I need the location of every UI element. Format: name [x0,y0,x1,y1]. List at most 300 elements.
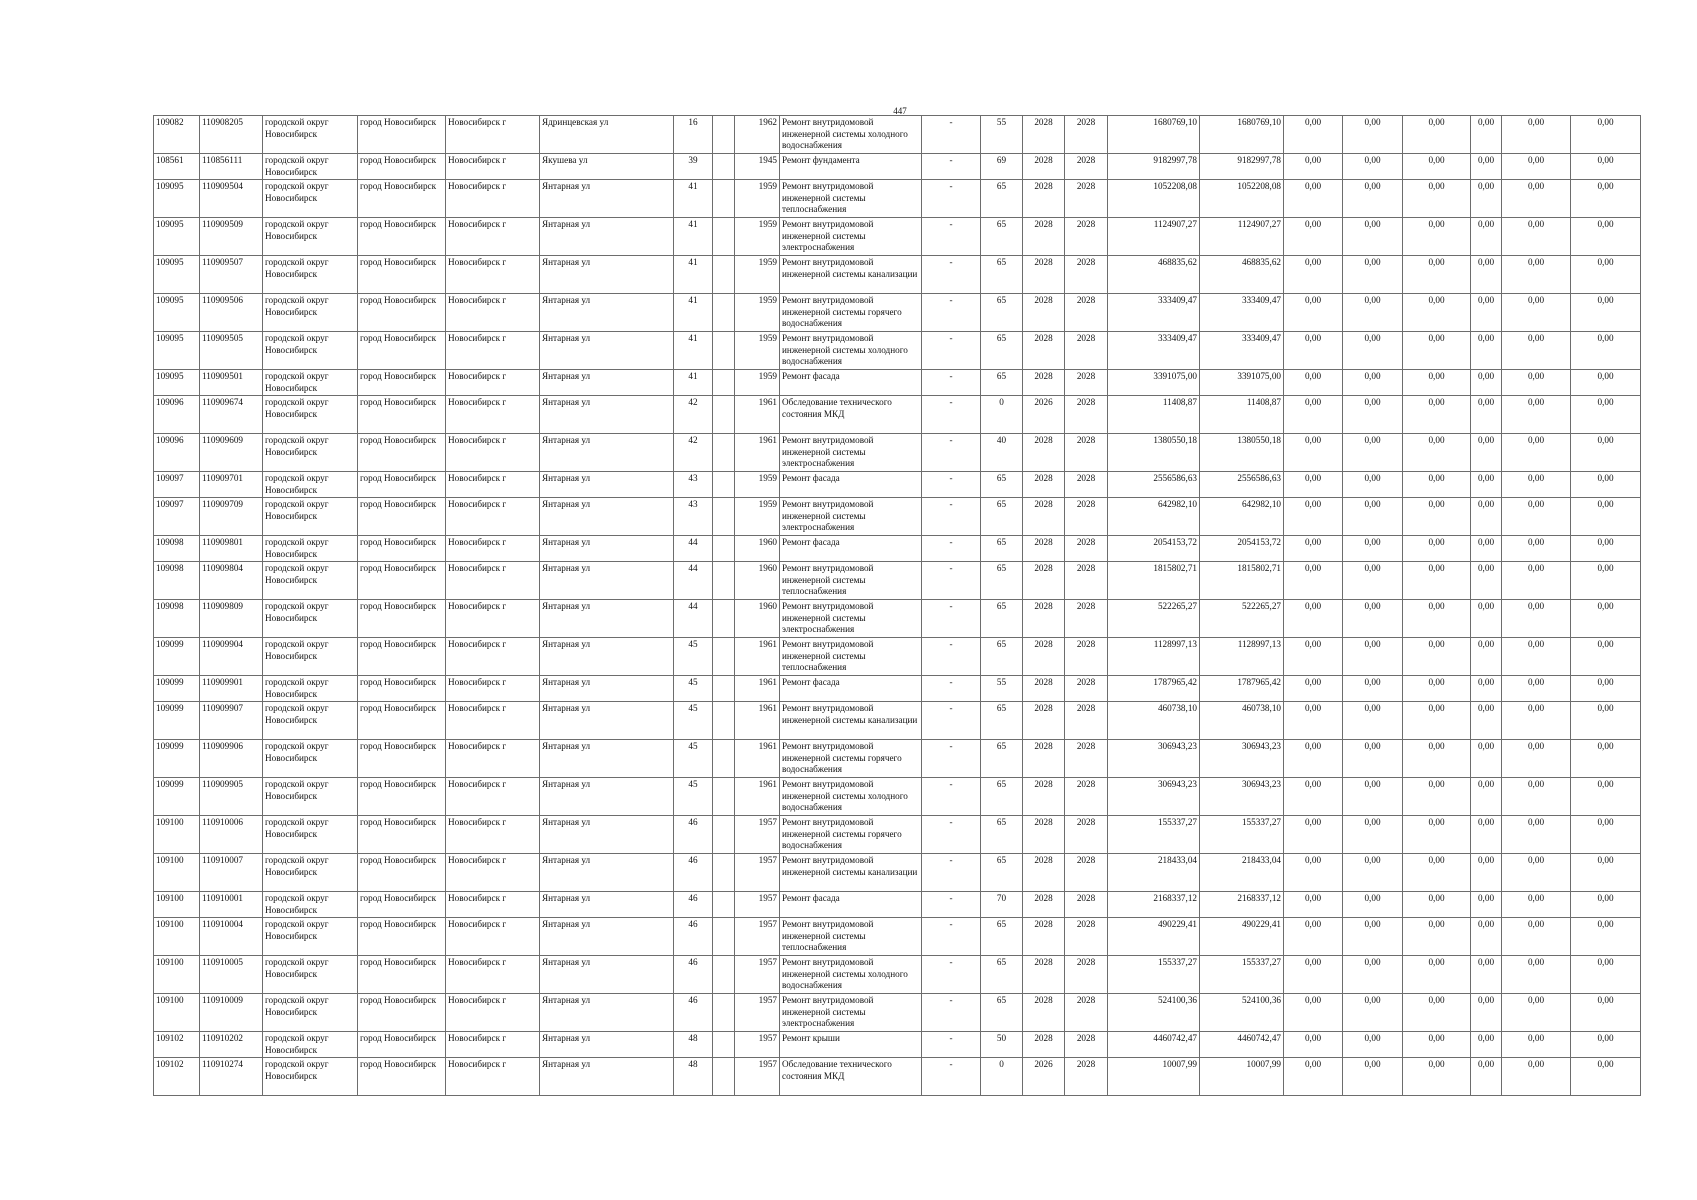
funding-1-cell: 0,00 [1284,294,1343,332]
row-id-cell: 109095 [154,294,200,332]
funding-3-cell: 0,00 [1403,218,1471,256]
funding-2-cell: 0,00 [1343,740,1403,778]
locality-cell: Новосибирск г [446,434,540,472]
total-cost-cell: 2054153,72 [1108,536,1200,562]
locality-cell: Новосибирск г [446,116,540,154]
city-cell: город Новосибирск [358,638,446,676]
object-code-cell: 110910274 [200,1058,263,1096]
fund-cost-cell: 306943,23 [1200,740,1284,778]
funding-4-cell: 0,00 [1471,816,1502,854]
fund-cost-cell: 522265,27 [1200,600,1284,638]
row-id-cell: 109097 [154,472,200,498]
locality-cell: Новосибирск г [446,956,540,994]
funding-5-cell: 0,00 [1502,816,1571,854]
house-number-cell: 45 [674,638,713,676]
funding-2-cell: 0,00 [1343,854,1403,892]
funding-6-cell: 0,00 [1571,434,1641,472]
build-year-cell: 1959 [735,498,780,536]
street-cell: Янтарная ул [540,1032,674,1058]
work-type-cell: Ремонт внутридомовой инженерной системы холодного водоснабжения [780,956,922,994]
district-cell: городской округ Новосибирск [263,498,358,536]
fund-cost-cell: 218433,04 [1200,854,1284,892]
funding-2-cell: 0,00 [1343,180,1403,218]
wear-percent-cell: 65 [981,536,1023,562]
object-code-cell: 110908205 [200,116,263,154]
work-type-cell: Ремонт внутридомовой инженерной системы теплоснабжения [780,918,922,956]
wear-percent-cell: 65 [981,332,1023,370]
funding-4-cell: 0,00 [1471,332,1502,370]
work-type-cell: Ремонт внутридомовой инженерной системы канализации [780,854,922,892]
object-code-cell: 110909501 [200,370,263,396]
district-cell: городской округ Новосибирск [263,740,358,778]
end-year-cell: 2028 [1065,918,1108,956]
wear-percent-cell: 65 [981,498,1023,536]
funding-3-cell: 0,00 [1403,918,1471,956]
total-cost-cell: 1680769,10 [1108,116,1200,154]
table-row [154,778,1641,816]
funding-1-cell: 0,00 [1284,472,1343,498]
build-year-cell: 1959 [735,294,780,332]
city-cell: город Новосибирск [358,1058,446,1096]
funding-2-cell: 0,00 [1343,396,1403,434]
funding-3-cell: 0,00 [1403,562,1471,600]
work-type-cell: Ремонт внутридомовой инженерной системы горячего водоснабжения [780,294,922,332]
total-cost-cell: 11408,87 [1108,396,1200,434]
funding-3-cell: 0,00 [1403,778,1471,816]
dash-cell: - [922,892,981,918]
funding-1-cell: 0,00 [1284,256,1343,294]
street-cell: Янтарная ул [540,854,674,892]
wear-percent-cell: 50 [981,1032,1023,1058]
plan-year-cell: 2028 [1023,854,1065,892]
district-cell: городской округ Новосибирск [263,702,358,740]
funding-6-cell: 0,00 [1571,600,1641,638]
street-cell: Янтарная ул [540,778,674,816]
object-code-cell: 110909505 [200,332,263,370]
funding-1-cell: 0,00 [1284,702,1343,740]
street-cell: Янтарная ул [540,816,674,854]
plan-year-cell: 2026 [1023,396,1065,434]
table-row [154,434,1641,472]
build-year-cell: 1957 [735,816,780,854]
building-cell [713,600,735,638]
funding-3-cell: 0,00 [1403,892,1471,918]
plan-year-cell: 2028 [1023,434,1065,472]
funding-5-cell: 0,00 [1502,740,1571,778]
table-row [154,218,1641,256]
funding-3-cell: 0,00 [1403,600,1471,638]
plan-year-cell: 2028 [1023,956,1065,994]
plan-year-cell: 2028 [1023,600,1065,638]
row-id-cell: 109098 [154,536,200,562]
street-cell: Янтарная ул [540,1058,674,1096]
house-number-cell: 44 [674,536,713,562]
funding-3-cell: 0,00 [1403,332,1471,370]
build-year-cell: 1957 [735,994,780,1032]
total-cost-cell: 2168337,12 [1108,892,1200,918]
fund-cost-cell: 642982,10 [1200,498,1284,536]
funding-3-cell: 0,00 [1403,956,1471,994]
row-id-cell: 109082 [154,116,200,154]
funding-4-cell: 0,00 [1471,1058,1502,1096]
building-cell [713,918,735,956]
end-year-cell: 2028 [1065,116,1108,154]
house-number-cell: 39 [674,154,713,180]
build-year-cell: 1961 [735,676,780,702]
funding-1-cell: 0,00 [1284,434,1343,472]
dash-cell: - [922,956,981,994]
plan-year-cell: 2028 [1023,180,1065,218]
funding-3-cell: 0,00 [1403,740,1471,778]
city-cell: город Новосибирск [358,956,446,994]
work-type-cell: Ремонт внутридомовой инженерной системы холодного водоснабжения [780,116,922,154]
row-id-cell: 109100 [154,994,200,1032]
house-number-cell: 44 [674,600,713,638]
district-cell: городской округ Новосибирск [263,816,358,854]
house-number-cell: 46 [674,892,713,918]
object-code-cell: 110909709 [200,498,263,536]
funding-6-cell: 0,00 [1571,154,1641,180]
build-year-cell: 1957 [735,918,780,956]
funding-6-cell: 0,00 [1571,218,1641,256]
dash-cell: - [922,638,981,676]
end-year-cell: 2028 [1065,294,1108,332]
plan-year-cell: 2028 [1023,370,1065,396]
plan-year-cell: 2028 [1023,918,1065,956]
work-type-cell: Ремонт фасада [780,472,922,498]
house-number-cell: 45 [674,778,713,816]
object-code-cell: 110909905 [200,778,263,816]
end-year-cell: 2028 [1065,740,1108,778]
locality-cell: Новосибирск г [446,638,540,676]
build-year-cell: 1960 [735,536,780,562]
locality-cell: Новосибирск г [446,600,540,638]
table-row [154,676,1641,702]
table-row [154,918,1641,956]
locality-cell: Новосибирск г [446,1032,540,1058]
plan-year-cell: 2028 [1023,116,1065,154]
total-cost-cell: 1380550,18 [1108,434,1200,472]
funding-1-cell: 0,00 [1284,994,1343,1032]
row-id-cell: 109099 [154,778,200,816]
street-cell: Янтарная ул [540,638,674,676]
fund-cost-cell: 3391075,00 [1200,370,1284,396]
wear-percent-cell: 40 [981,434,1023,472]
city-cell: город Новосибирск [358,116,446,154]
dash-cell: - [922,702,981,740]
district-cell: городской округ Новосибирск [263,892,358,918]
building-cell [713,154,735,180]
house-number-cell: 45 [674,702,713,740]
funding-3-cell: 0,00 [1403,396,1471,434]
funding-2-cell: 0,00 [1343,116,1403,154]
build-year-cell: 1957 [735,892,780,918]
city-cell: город Новосибирск [358,600,446,638]
funding-4-cell: 0,00 [1471,892,1502,918]
object-code-cell: 110910004 [200,918,263,956]
house-number-cell: 43 [674,498,713,536]
work-type-cell: Обследование технического состояния МКД [780,1058,922,1096]
end-year-cell: 2028 [1065,638,1108,676]
funding-5-cell: 0,00 [1502,1058,1571,1096]
funding-6-cell: 0,00 [1571,256,1641,294]
funding-3-cell: 0,00 [1403,472,1471,498]
row-id-cell: 109098 [154,600,200,638]
funding-2-cell: 0,00 [1343,434,1403,472]
funding-2-cell: 0,00 [1343,956,1403,994]
district-cell: городской округ Новосибирск [263,256,358,294]
work-type-cell: Ремонт внутридомовой инженерной системы электроснабжения [780,600,922,638]
street-cell: Янтарная ул [540,994,674,1032]
build-year-cell: 1961 [735,638,780,676]
object-code-cell: 110909907 [200,702,263,740]
funding-1-cell: 0,00 [1284,562,1343,600]
locality-cell: Новосибирск г [446,562,540,600]
plan-year-cell: 2028 [1023,638,1065,676]
table-row [154,256,1641,294]
locality-cell: Новосибирск г [446,676,540,702]
district-cell: городской округ Новосибирск [263,180,358,218]
build-year-cell: 1960 [735,600,780,638]
build-year-cell: 1961 [735,702,780,740]
city-cell: город Новосибирск [358,396,446,434]
work-type-cell: Ремонт внутридомовой инженерной системы электроснабжения [780,218,922,256]
house-number-cell: 46 [674,816,713,854]
build-year-cell: 1961 [735,396,780,434]
funding-2-cell: 0,00 [1343,1032,1403,1058]
table-row [154,854,1641,892]
funding-4-cell: 0,00 [1471,294,1502,332]
funding-1-cell: 0,00 [1284,536,1343,562]
street-cell: Янтарная ул [540,498,674,536]
fund-cost-cell: 2054153,72 [1200,536,1284,562]
street-cell: Янтарная ул [540,370,674,396]
funding-6-cell: 0,00 [1571,370,1641,396]
fund-cost-cell: 524100,36 [1200,994,1284,1032]
wear-percent-cell: 65 [981,854,1023,892]
end-year-cell: 2028 [1065,1058,1108,1096]
funding-2-cell: 0,00 [1343,676,1403,702]
funding-4-cell: 0,00 [1471,370,1502,396]
dash-cell: - [922,854,981,892]
house-number-cell: 46 [674,918,713,956]
funding-6-cell: 0,00 [1571,332,1641,370]
house-number-cell: 42 [674,434,713,472]
funding-3-cell: 0,00 [1403,154,1471,180]
row-id-cell: 109102 [154,1058,200,1096]
object-code-cell: 110910007 [200,854,263,892]
funding-2-cell: 0,00 [1343,218,1403,256]
funding-3-cell: 0,00 [1403,676,1471,702]
funding-6-cell: 0,00 [1571,854,1641,892]
building-cell [713,218,735,256]
end-year-cell: 2028 [1065,816,1108,854]
funding-4-cell: 0,00 [1471,638,1502,676]
city-cell: город Новосибирск [358,778,446,816]
build-year-cell: 1959 [735,332,780,370]
locality-cell: Новосибирск г [446,1058,540,1096]
building-cell [713,1058,735,1096]
funding-6-cell: 0,00 [1571,294,1641,332]
object-code-cell: 110910202 [200,1032,263,1058]
end-year-cell: 2028 [1065,370,1108,396]
funding-6-cell: 0,00 [1571,676,1641,702]
building-cell [713,180,735,218]
funding-6-cell: 0,00 [1571,180,1641,218]
house-number-cell: 16 [674,116,713,154]
fund-cost-cell: 1380550,18 [1200,434,1284,472]
table-row [154,370,1641,396]
street-cell: Янтарная ул [540,256,674,294]
funding-6-cell: 0,00 [1571,956,1641,994]
funding-5-cell: 0,00 [1502,434,1571,472]
funding-4-cell: 0,00 [1471,256,1502,294]
fund-cost-cell: 490229,41 [1200,918,1284,956]
funding-2-cell: 0,00 [1343,498,1403,536]
end-year-cell: 2028 [1065,600,1108,638]
funding-2-cell: 0,00 [1343,1058,1403,1096]
building-cell [713,854,735,892]
funding-5-cell: 0,00 [1502,676,1571,702]
building-cell [713,536,735,562]
building-cell [713,1032,735,1058]
locality-cell: Новосибирск г [446,918,540,956]
wear-percent-cell: 65 [981,562,1023,600]
funding-1-cell: 0,00 [1284,370,1343,396]
end-year-cell: 2028 [1065,154,1108,180]
funding-2-cell: 0,00 [1343,600,1403,638]
district-cell: городской округ Новосибирск [263,434,358,472]
funding-4-cell: 0,00 [1471,154,1502,180]
funding-1-cell: 0,00 [1284,892,1343,918]
district-cell: городской округ Новосибирск [263,994,358,1032]
street-cell: Янтарная ул [540,434,674,472]
funding-3-cell: 0,00 [1403,1058,1471,1096]
total-cost-cell: 1815802,71 [1108,562,1200,600]
total-cost-cell: 333409,47 [1108,294,1200,332]
wear-percent-cell: 55 [981,676,1023,702]
funding-5-cell: 0,00 [1502,218,1571,256]
funding-6-cell: 0,00 [1571,892,1641,918]
object-code-cell: 110909509 [200,218,263,256]
build-year-cell: 1959 [735,256,780,294]
funding-4-cell: 0,00 [1471,676,1502,702]
funding-5-cell: 0,00 [1502,600,1571,638]
fund-cost-cell: 2556586,63 [1200,472,1284,498]
house-number-cell: 46 [674,994,713,1032]
row-id-cell: 109095 [154,256,200,294]
locality-cell: Новосибирск г [446,332,540,370]
fund-cost-cell: 155337,27 [1200,956,1284,994]
fund-cost-cell: 1680769,10 [1200,116,1284,154]
page-number: 447 [893,106,907,116]
funding-1-cell: 0,00 [1284,332,1343,370]
building-cell [713,562,735,600]
work-type-cell: Ремонт внутридомовой инженерной системы горячего водоснабжения [780,816,922,854]
build-year-cell: 1957 [735,1058,780,1096]
house-number-cell: 44 [674,562,713,600]
end-year-cell: 2028 [1065,434,1108,472]
building-cell [713,370,735,396]
work-type-cell: Ремонт фундамента [780,154,922,180]
wear-percent-cell: 65 [981,218,1023,256]
street-cell: Янтарная ул [540,676,674,702]
dash-cell: - [922,294,981,332]
total-cost-cell: 1128997,13 [1108,638,1200,676]
funding-4-cell: 0,00 [1471,434,1502,472]
dash-cell: - [922,778,981,816]
plan-year-cell: 2028 [1023,332,1065,370]
funding-1-cell: 0,00 [1284,918,1343,956]
funding-5-cell: 0,00 [1502,154,1571,180]
city-cell: город Новосибирск [358,702,446,740]
building-cell [713,396,735,434]
funding-5-cell: 0,00 [1502,472,1571,498]
dash-cell: - [922,562,981,600]
total-cost-cell: 460738,10 [1108,702,1200,740]
funding-4-cell: 0,00 [1471,218,1502,256]
table-row [154,472,1641,498]
locality-cell: Новосибирск г [446,472,540,498]
wear-percent-cell: 65 [981,816,1023,854]
funding-3-cell: 0,00 [1403,638,1471,676]
object-code-cell: 110910006 [200,816,263,854]
object-code-cell: 110909674 [200,396,263,434]
funding-2-cell: 0,00 [1343,154,1403,180]
plan-year-cell: 2026 [1023,1058,1065,1096]
build-year-cell: 1959 [735,370,780,396]
work-type-cell: Ремонт внутридомовой инженерной системы холодного водоснабжения [780,778,922,816]
funding-3-cell: 0,00 [1403,498,1471,536]
funding-4-cell: 0,00 [1471,702,1502,740]
funding-6-cell: 0,00 [1571,638,1641,676]
funding-6-cell: 0,00 [1571,472,1641,498]
plan-year-cell: 2028 [1023,816,1065,854]
table-row [154,180,1641,218]
funding-4-cell: 0,00 [1471,472,1502,498]
table-row [154,638,1641,676]
work-type-cell: Ремонт внутридомовой инженерной системы канализации [780,702,922,740]
city-cell: город Новосибирск [358,536,446,562]
building-cell [713,994,735,1032]
funding-2-cell: 0,00 [1343,816,1403,854]
locality-cell: Новосибирск г [446,370,540,396]
object-code-cell: 110909507 [200,256,263,294]
funding-1-cell: 0,00 [1284,396,1343,434]
end-year-cell: 2028 [1065,396,1108,434]
plan-year-cell: 2028 [1023,294,1065,332]
district-cell: городской округ Новосибирск [263,778,358,816]
district-cell: городской округ Новосибирск [263,918,358,956]
house-number-cell: 48 [674,1058,713,1096]
house-number-cell: 46 [674,854,713,892]
funding-4-cell: 0,00 [1471,536,1502,562]
funding-1-cell: 0,00 [1284,816,1343,854]
wear-percent-cell: 65 [981,256,1023,294]
dash-cell: - [922,740,981,778]
end-year-cell: 2028 [1065,956,1108,994]
funding-6-cell: 0,00 [1571,116,1641,154]
funding-6-cell: 0,00 [1571,396,1641,434]
funding-3-cell: 0,00 [1403,1032,1471,1058]
work-type-cell: Ремонт внутридомовой инженерной системы теплоснабжения [780,180,922,218]
house-number-cell: 41 [674,332,713,370]
building-cell [713,740,735,778]
build-year-cell: 1945 [735,154,780,180]
funding-1-cell: 0,00 [1284,956,1343,994]
funding-4-cell: 0,00 [1471,1032,1502,1058]
work-type-cell: Ремонт фасада [780,370,922,396]
